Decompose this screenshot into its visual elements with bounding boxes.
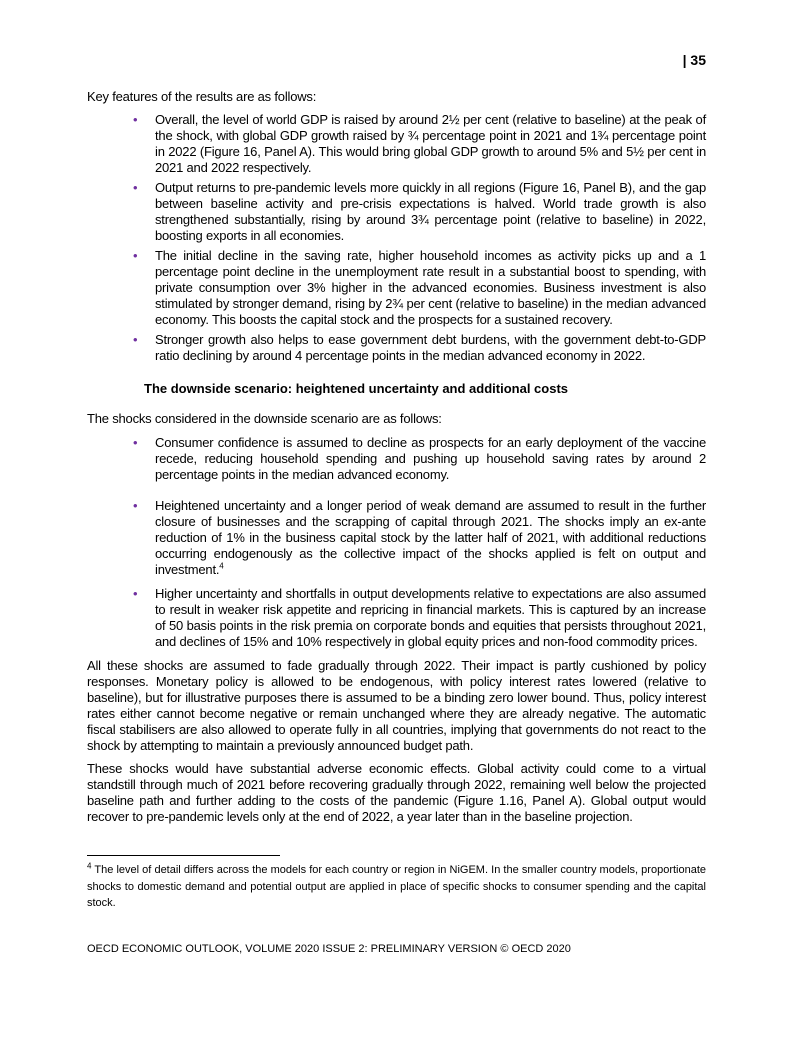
bullet-icon: • bbox=[133, 498, 138, 513]
footnote-number: 4 bbox=[87, 861, 92, 871]
bullet-item: • Stronger growth also helps to ease government debt burdens, with the government debt-to-GDP ratio declining by around 4 percentage points in the median advanced economy in 2022. bbox=[133, 332, 706, 363]
body-paragraph: These shocks would have substantial adverse economic effects. Global activity could come to a virtual standstill through much of 2021 before recovering gradually through 2022, remaining well below the projected baseline path and further adding to the costs of the pandemic (Figure 1.16, Panel A). Global output would recover to pre-pandemic levels only at the end of 2022, a year later than in the baseline projection. bbox=[87, 761, 706, 824]
footnote-ref[interactable]: 4 bbox=[219, 561, 224, 571]
bullet-icon: • bbox=[133, 332, 138, 347]
bullet-icon: • bbox=[133, 180, 138, 195]
footnote-divider bbox=[87, 855, 280, 856]
bullet-icon: • bbox=[133, 586, 138, 601]
bullet-item: • Overall, the level of world GDP is raised by around 2½ per cent (relative to baseline) at the peak of the shock, with global GDP growth raised by ¾ percentage point in 2021 and 1¾ percentage point in 2022 (Figure 16, Panel A). This would bring global GDP growth to around 5% and 5½ per cent in 2021 and 2022 respectively. bbox=[133, 112, 706, 175]
page-footer: OECD ECONOMIC OUTLOOK, VOLUME 2020 ISSUE 2: PRELIMINARY VERSION © OECD 2020 bbox=[87, 942, 571, 955]
footnote: $^4$ The level of detail differs across the models for each country or region in NiGEM. In the smaller country models, proportionate shocks to domestic demand and potential output are applied in place of specific shocks to consumer spending and the capital stock. bbox=[87, 861, 707, 909]
bullet-item: • Output returns to pre-pandemic levels more quickly in all regions (Figure 16, Panel B), and the gap between baseline activity and pre-crisis expectations is halved. World trade growth is also strengthened substantially, rising by around 3¾ percentage point (relative to baseline) in 2022, boosting exports in all economies. bbox=[133, 180, 706, 243]
bullet-icon: • bbox=[133, 112, 138, 127]
section-heading: The downside scenario: heightened uncertainty and additional costs bbox=[144, 381, 569, 396]
bullet-icon: • bbox=[133, 435, 138, 450]
downside-intro: The shocks considered in the downside scenario are as follows: bbox=[87, 411, 442, 426]
body-paragraph: All these shocks are assumed to fade gradually through 2022. Their impact is partly cushioned by policy responses. Monetary policy is allowed to be endogenous, with policy interest rates lowered (relative to baseline), but for illustrative purposes there is assumed to be a binding zero lower bound. Thus, policy interest rates either cannot become negative or remain unchanged where they are already negative. The automatic fiscal stabilisers are also allowed to operate fully in all countries, implying that governments do not react to the shock by attempting to maintain a previously announced budget path. bbox=[87, 658, 706, 753]
bullet-icon: • bbox=[133, 248, 138, 263]
bullet-item: • Heightened uncertainty and a longer period of weak demand are assumed to result in the further closure of businesses and the scrapping of capital through 2021. The shocks imply an ex-ante reduction of 1% in the business capital stock by the latter half of 2021, with additional reductions occurring endogenously as the collective impact of the shocks applied is felt on output and investment.$^4$ bbox=[133, 498, 706, 577]
bullet-item: • Consumer confidence is assumed to decline as prospects for an early deployment of the vaccine recede, reducing household spending and pushing up household saving rates by around 2 percentage points in the median advanced economy. bbox=[133, 435, 706, 482]
bullet-item: • The initial decline in the saving rate, higher household incomes as activity picks up and a 1 percentage point decline in the unemployment rate result in a substantial boost to spending, with private consumption over 3% higher in the advanced economies. Business investment is also stimulated by stronger demand, rising by 2¾ per cent (relative to baseline) in the median advanced economy. This boosts the capital stock and the prospects for a sustained recovery. bbox=[133, 248, 706, 327]
page-number: | 35 bbox=[682, 52, 706, 68]
intro-text: Key features of the results are as follows: bbox=[87, 89, 317, 104]
bullet-item: • Higher uncertainty and shortfalls in output developments relative to expectations are also assumed to result in weaker risk appetite and repricing in financial markets. This is captured by an increase of 50 basis points in the risk premia on corporate bonds and equities that persists throughout 2021, and declines of 15% and 10% respectively in global equity prices and non-food commodity prices. bbox=[133, 586, 706, 649]
